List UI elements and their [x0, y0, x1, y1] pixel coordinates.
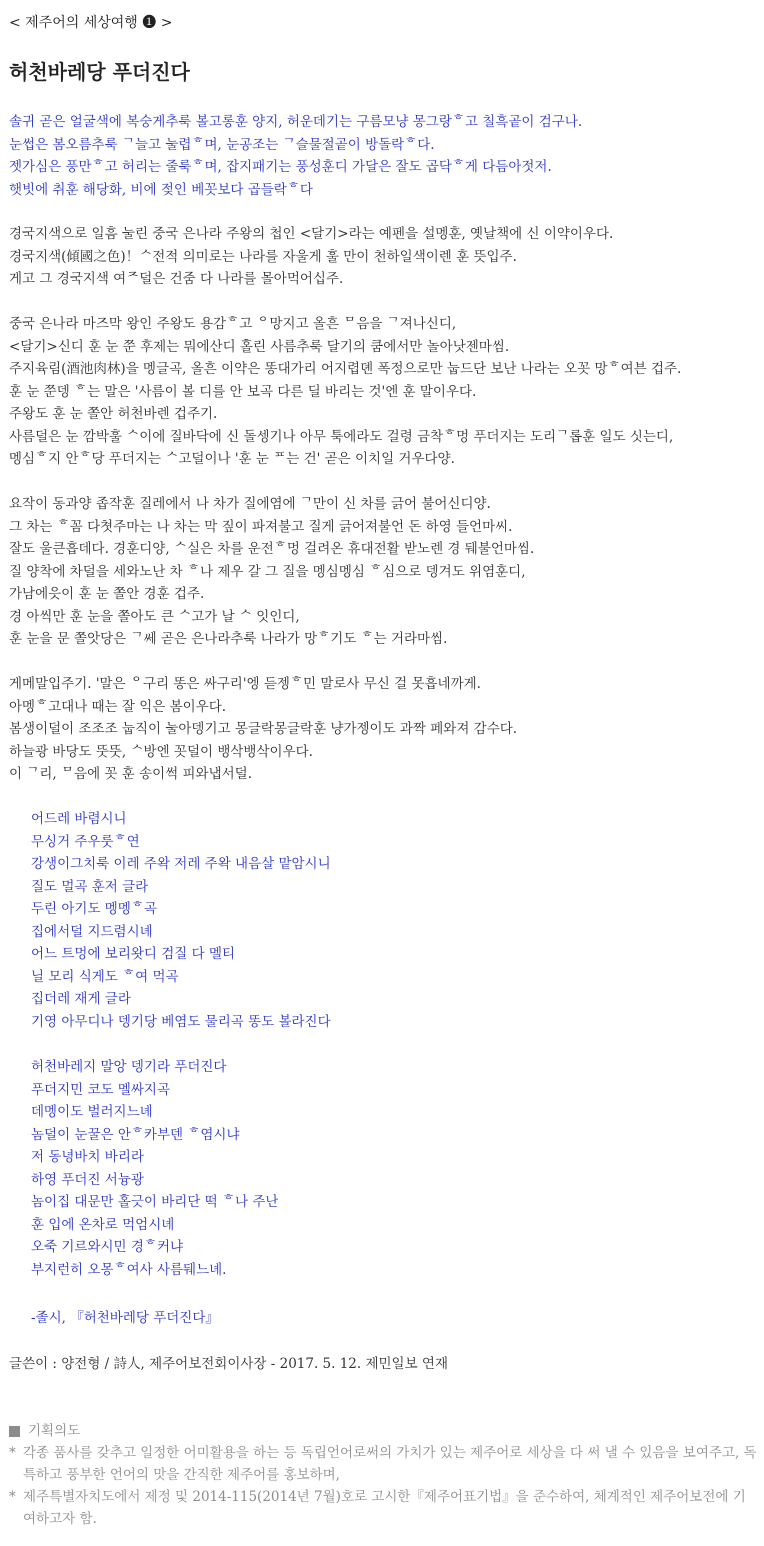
- text-line: 게고 그 경국지색 여ᄌ덜은 건줌 다 나라를 몰아먹어십주.: [9, 271, 344, 287]
- text-line: 잘도 울큰흡데다. 경훈디양, ᄉ실은 차를 운전ᄒ멍 걸려온 휴대전활 받노렌 경 뒈불언마씸.: [9, 541, 535, 557]
- paragraph-1: [9, 223, 613, 291]
- text-line: 주지육림(酒池肉林)을 멩글곡, 올흔 이약은 똥대가리 어지렵뎬 폭정으로만 눕드단 보난 나라는 오꼿 망ᄒ여븐 겁주.: [9, 361, 682, 377]
- text-line: 봄생이덜이 조조조 눕직이 눌아뎅기고 몽글락몽글락훈 냥가젱이도 과짝 페와져 감수다.: [9, 721, 518, 737]
- text-line: 그 차는 ᄒ꼼 다쳣주마는 나 차는 막 짚이 파져불고 질게 긁어져불언 돈 하영 들언마씨.: [9, 518, 513, 535]
- poem-line: 데멩이도 벌러지느녜: [31, 1104, 153, 1120]
- intro-line: 햇빗에 취훈 해당화, 비에 젖인 베꼿보다 곱들락ᄒ다: [9, 181, 313, 198]
- author-credit: 글쓴이 : 양전형 / 詩人, 제주어보전회이사장 - 2017. 5. 12. 제민일보 연재: [9, 1356, 449, 1372]
- poem-line: 무싱거 주우룻ᄒ연: [31, 833, 140, 850]
- text-line: 멩심ᄒ지 안ᄒ당 푸더지는 ᄉ고덜이나 '훈 눈 ᄑ는 건' 곧은 이치일 거우다양.: [9, 451, 455, 467]
- poem-line: 하영 푸더진 서늉광: [31, 1171, 144, 1188]
- text-line: 중국 은나라 마즈막 왕인 주왕도 용감ᄒ고 ᄋ망지고 올흔 ᄆ음을 ᄀ져나신디,: [9, 316, 457, 332]
- poem-line: 집더레 재게 글라: [31, 991, 131, 1007]
- poem-line: 놈이집 대문만 홀긋이 바리단 떡 ᄒ나 주난: [31, 1194, 279, 1210]
- poem-line: 어드레 바렴시니: [31, 811, 127, 827]
- text-line: 요작이 동과양 좁작훈 질레에서 나 차가 질에염에 ᄀ만이 신 차를 긁어 불어신디양.: [9, 496, 491, 512]
- poem-line: 허천바레지 말앙 뎅기라 푸더진다: [31, 1059, 227, 1075]
- asterisk-icon: *: [9, 1489, 16, 1505]
- planning-intent: [9, 1420, 757, 1530]
- planning-note-text: 각종 품사를 갖추고 일정한 어미활용을 하는 등 독립언어로써의 가치가 있는 제주어로 세상을 다 써 낼 수 있음을 보여주고, 독특하고 풍부한 언어의 맛을 간직한 제주어를 홍보하며,: [23, 1445, 757, 1483]
- text-line: 경 아씩만 훈 눈을 쫄아도 큰 ᄉ고가 날 ᄉ 잇인디,: [9, 608, 300, 625]
- poem-source: [31, 1307, 219, 1330]
- poem-line: 오죽 기르와시민 경ᄒ커냐: [31, 1239, 184, 1255]
- text-line: 가남에읏이 훈 눈 쫄안 경훈 겁주.: [9, 586, 205, 602]
- planning-heading-label: 기획의도: [28, 1423, 81, 1439]
- poem-line: 질도 멀곡 훈저 글라: [31, 878, 149, 895]
- paragraph-2: [9, 313, 681, 471]
- text-line: 훈 눈을 문 쫄앗당은 ᄀ쎄 곧은 은나라추룩 나라가 망ᄒ기도 ᄒ는 거라마씸.: [9, 631, 448, 647]
- planning-note: [9, 1486, 757, 1530]
- intro-line: 솔귀 곧은 얼굴색에 복숭게추룩 볼고롱훈 양지, 허운데기는 구름모냥 몽그랑ᄒ고 칠흑곹이 검구나.: [9, 114, 583, 130]
- poem-line: 두린 아기도 멩멩ᄒ곡: [31, 901, 157, 917]
- poem-stanza-2: [31, 1056, 278, 1281]
- planning-heading: [9, 1420, 757, 1442]
- poem-line: 저 동녕바치 바리라: [31, 1149, 144, 1165]
- text-line: 이 ᄀ리, ᄆ음에 꼿 훈 송이썩 피와냅서덜.: [9, 766, 252, 782]
- text-line: 게메말입주기. '말은 ᄋ구리 똥은 싸구리'엥 듣젱ᄒ민 말로사 무신 걸 못흡네까게.: [9, 676, 481, 692]
- series-nav[interactable]: < 제주어의 세상여행 ❶ >: [9, 15, 173, 31]
- poem-line: 강생이그치룩 이레 주왁 저레 주왁 내음살 맡암시니: [31, 856, 331, 872]
- intro-line: 눈썹은 봄오름추룩 ᄀ늘고 눌렵ᄒ며, 눈공조는 ᄀ슬물절곹이 방돌락ᄒ다.: [9, 136, 435, 153]
- source-line: -졸시, 『허천바레당 푸더진다』: [31, 1310, 219, 1326]
- poem-line: 부지런히 오몽ᄒ여사 사름뒈느녜.: [31, 1261, 227, 1278]
- intro-poem: [9, 111, 582, 201]
- intro-line: 젯가심은 풍만ᄒ고 허리는 줄룩ᄒ며, 잡지패기는 풍성훈디 가달은 잘도 곱닥ᄒ게 다듬아젓저.: [9, 159, 552, 175]
- planning-note-text: 제주특별자치도에서 제정 및 2014-115(2014년 7월)호로 고시한『제주어표기법』을 준수하여, 체계적인 제주어보전에 기여하고자 함.: [23, 1489, 746, 1527]
- poem-line: 푸더지민 코도 멜싸지곡: [31, 1081, 170, 1098]
- text-line: 질 양착에 차덜을 세와노난 차 ᄒ나 제우 갈 그 질을 멩심멩심 ᄒ심으로 뎅겨도 위염훈디,: [9, 563, 526, 580]
- poem-line: 닐 모리 식게도 ᄒ여 먹곡: [31, 968, 179, 985]
- poem-line: 기영 아무디나 뎅기당 베염도 물리곡 똥도 볼라진다: [31, 1013, 331, 1030]
- article-title: 허천바레당 푸더진다: [9, 60, 190, 84]
- planning-note: [9, 1442, 757, 1486]
- paragraph-3: [9, 493, 534, 651]
- text-line: 사름덜은 눈 깜박훌 ᄉ이에 질바닥에 신 돌셍기나 아무 툭에라도 걸령 금착ᄒ멍 푸더지는 도리ᄀ롭훈 일도 싯는디,: [9, 428, 674, 445]
- text-line: 주왕도 훈 눈 쫄안 허천바렌 겁주기.: [9, 406, 218, 422]
- text-line: 훈 눈 쭌뎅 ᄒ는 말은 '사름이 볼 디를 안 보곡 다른 딜 바리는 것'엔 훈 말이우다.: [9, 383, 477, 400]
- text-line: 하늘광 바당도 뚯뚯, ᄉ방엔 꼿덜이 뱅삭뱅삭이우다.: [9, 743, 313, 760]
- poem-line: 집에서덜 지드렴시녜: [31, 923, 153, 940]
- text-line: <달기>신디 훈 눈 쭌 후제는 뭐에산디 홀린 사름추룩 달기의 쿰에서만 놀아낫젠마씸.: [9, 338, 510, 355]
- paragraph-4: [9, 673, 517, 786]
- asterisk-icon: *: [9, 1445, 16, 1461]
- poem-line: 어느 트멍에 보리왓디 검질 다 멜티: [31, 946, 236, 962]
- square-bullet-icon: [9, 1426, 20, 1437]
- poem-line: 놈덜이 눈꿀은 안ᄒ카부덴 ᄒ염시냐: [31, 1126, 240, 1143]
- text-line: 아멩ᄒ고대나 때는 잘 익은 봄이우다.: [9, 698, 227, 715]
- text-line: 경국지색(傾國之色)！ᄉ전적 의미로는 나라를 자울게 훌 만이 천하일색이렌 훈 뜻입주.: [9, 248, 517, 265]
- poem-stanza-1: [31, 808, 331, 1033]
- poem-line: 훈 입에 온차로 먹엄시녜: [31, 1216, 175, 1233]
- text-line: 경국지색으로 일흠 눌린 중국 은나라 주왕의 첩인 <달기>라는 예펜을 설멩훈, 옛날책에 신 이약이우다.: [9, 226, 614, 242]
